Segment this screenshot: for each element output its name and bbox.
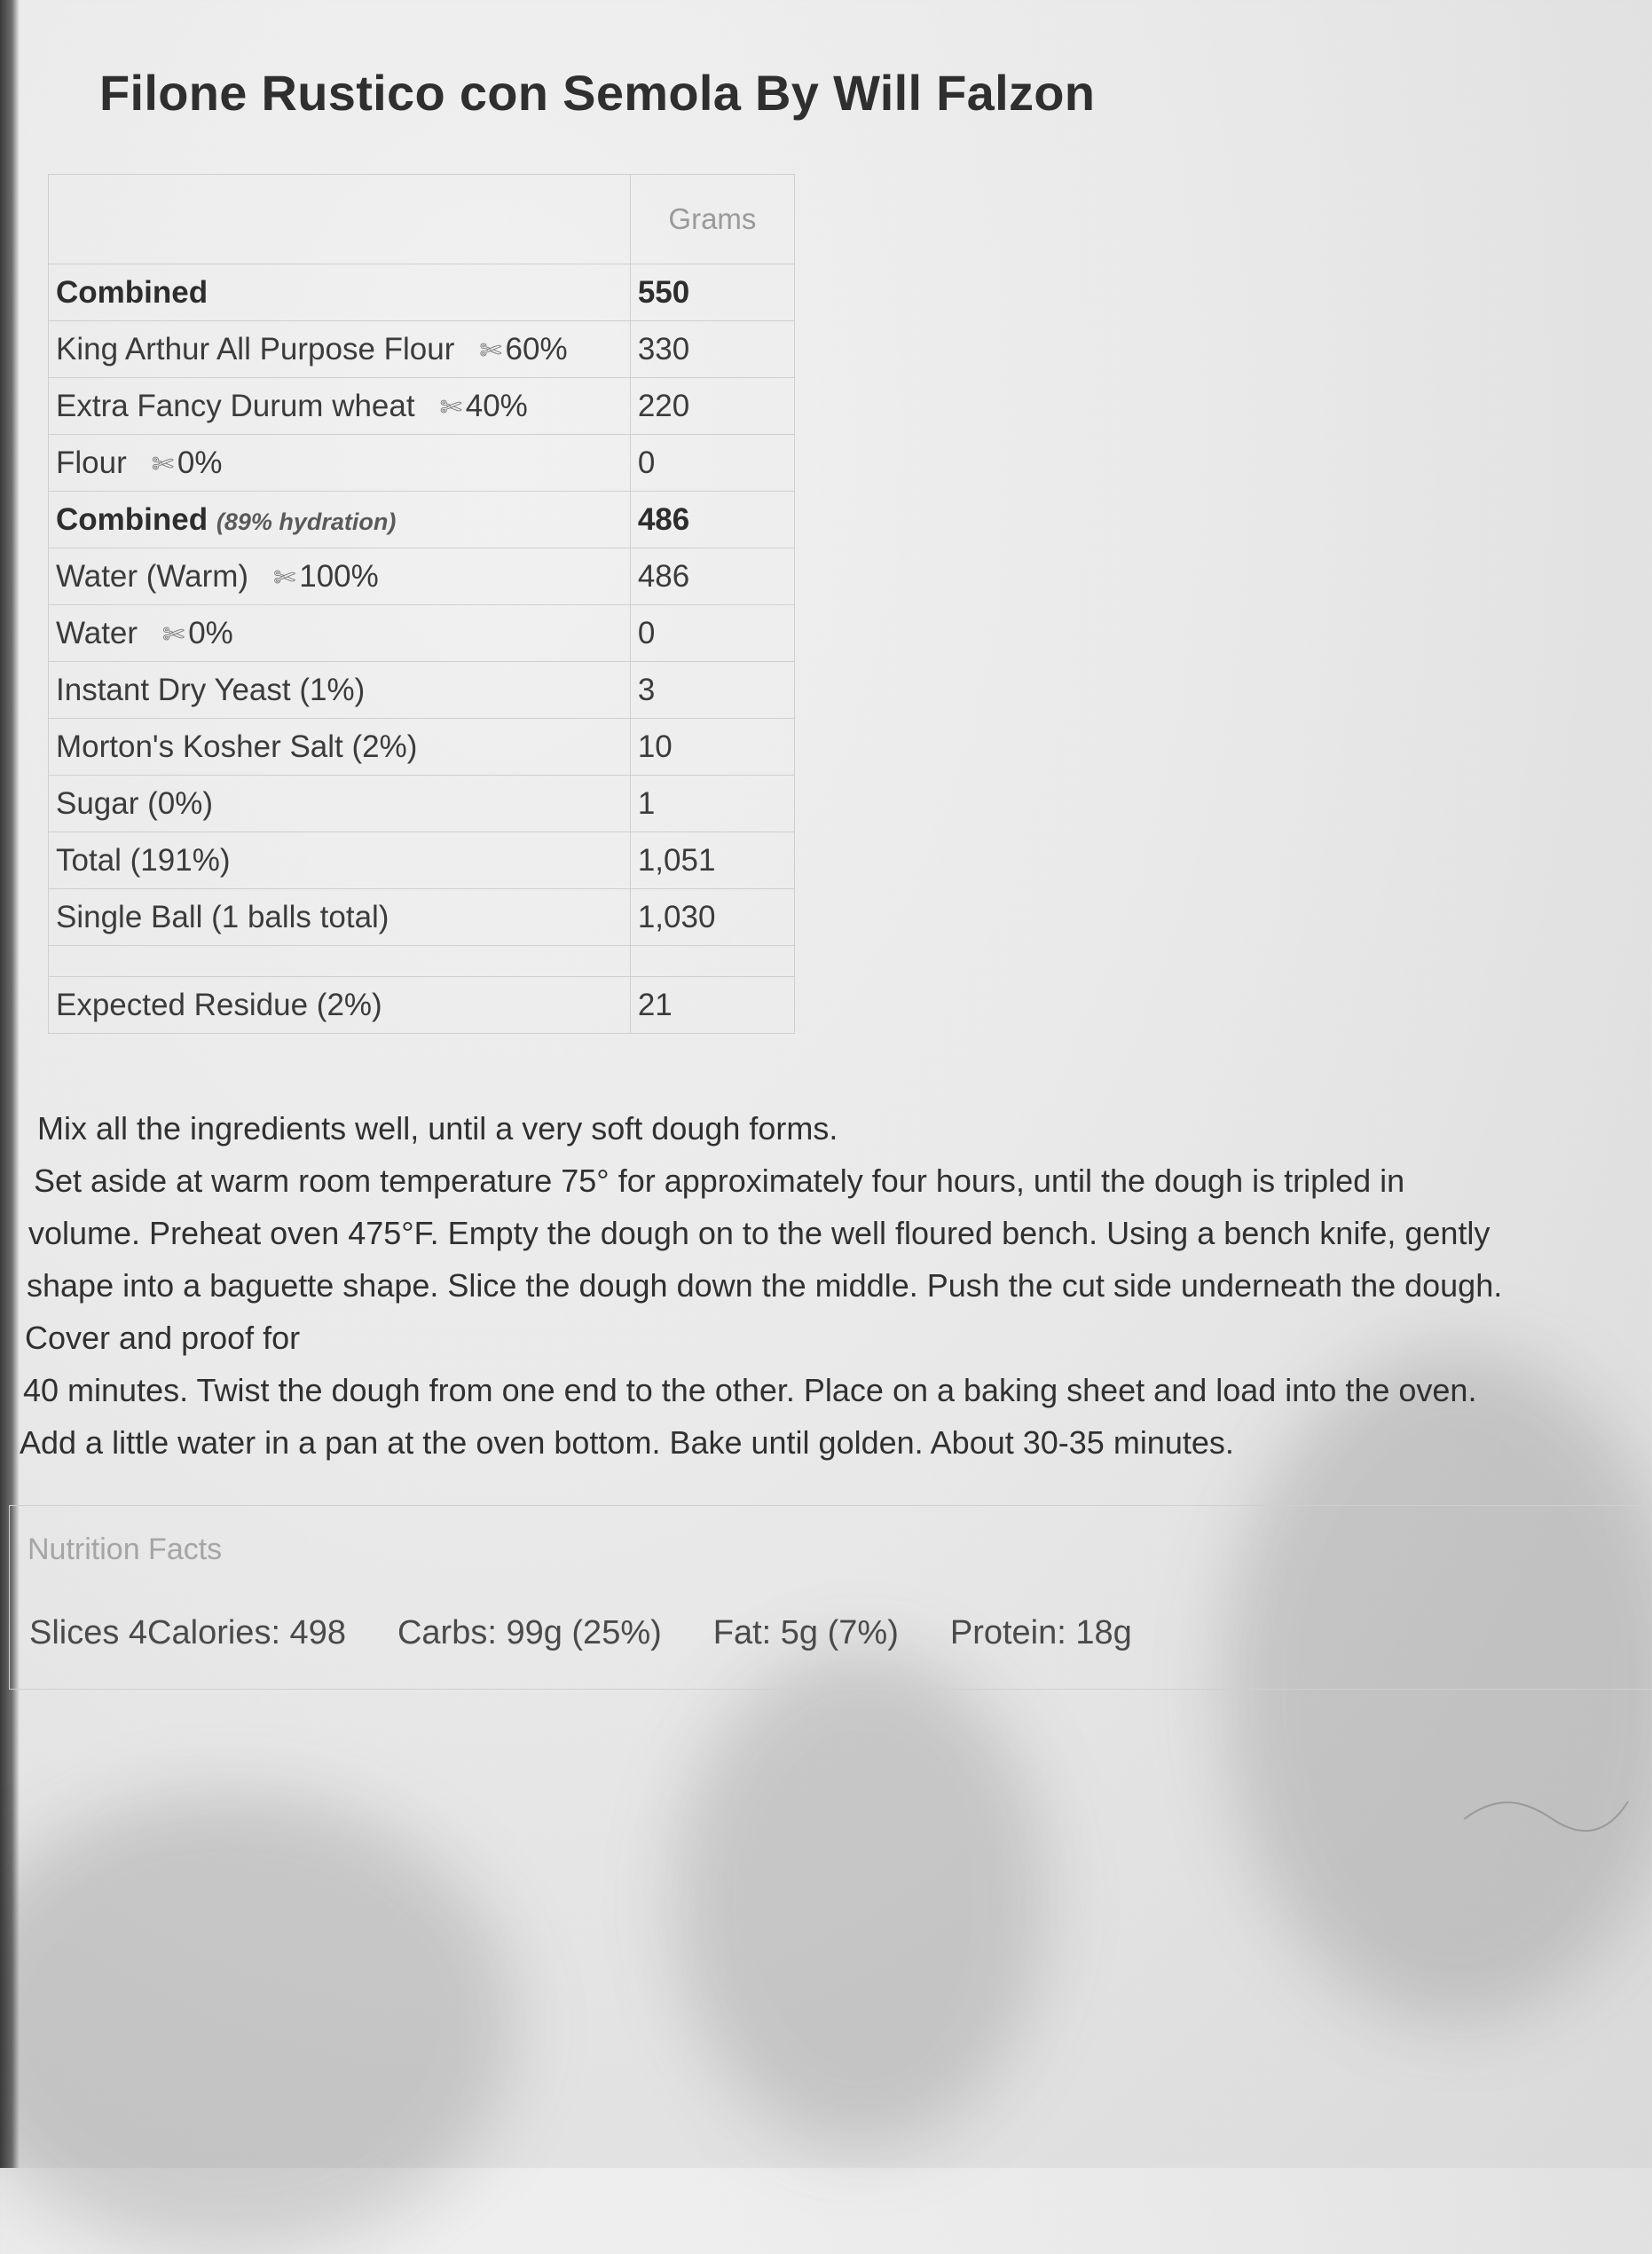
ingredients-table [48,174,795,1034]
ingredient-name-cell [49,378,631,435]
ingredient-grams: 0 [630,605,794,662]
ingredient-percentage: 0% [188,615,233,650]
instruction-line: Add a little water in a pan at the oven bottom. Bake until golden. About 30-35 minutes. [20,1424,1234,1461]
carbs-value: Carbs: 99g (25%) [397,1614,662,1651]
table-row [49,321,795,378]
ingredient-grams: 330 [630,321,794,378]
ingredient-grams: 10 [630,719,794,776]
nutrition-values [29,1614,1132,1652]
ingredient-name: Water [56,615,138,650]
percentage-group [273,559,379,594]
ingredient-name: Combined [56,274,208,310]
ingredient-percentage: 40% [465,388,528,423]
ingredient-name: Instant Dry Yeast (1%) [56,672,366,707]
ingredient-grams: 1,051 [630,832,794,889]
ingredient-name: Total (191%) [56,842,231,878]
ingredient-name-cell [49,832,631,889]
percentage-group [479,332,567,366]
residue-name: Expected Residue (2%) [49,977,631,1034]
table-row [49,435,795,492]
ingredient-grams: 3 [630,662,794,719]
ingredient-name-cell [49,889,631,946]
instruction-line: volume. Preheat oven 475°F. Empty the dough on to the well floured bench. Using a bench knife, gently [28,1215,1491,1251]
ingredient-name-cell [49,662,631,719]
ingredient-name-cell [49,605,631,662]
grams-column-header: Grams [630,175,794,264]
ingredient-percentage: 0% [177,445,223,480]
table-row [49,719,795,776]
ingredient-grams: 486 [630,548,794,605]
scissors-icon[interactable]: ✄ [439,392,462,422]
scissors-icon[interactable]: ✄ [162,619,185,650]
ingredient-percentage: 60% [505,331,568,366]
fat-value: Fat: 5g (7%) [712,1614,899,1651]
document-title: Filone Rustico con Semola By Will Falzon [99,65,1096,121]
ingredients-rows [49,264,795,946]
table-row [49,378,795,435]
table-row [49,492,795,548]
residue-row [49,977,795,1034]
ingredient-name-cell [49,492,631,548]
ingredient-name: Extra Fancy Durum wheat [56,388,415,423]
ingredient-percentage: 100% [299,558,379,594]
ingredient-grams: 1,030 [630,889,794,946]
table-row [49,832,795,889]
ingredient-grams: 486 [630,492,794,548]
table-row [49,605,795,662]
slices-calories: Slices 4Calories: 498 [29,1614,346,1651]
instruction-line: 40 minutes. Twist the dough from one end to the other. Place on a baking sheet and load into the oven. [23,1372,1477,1408]
protein-value: Protein: 18g [949,1614,1132,1651]
ingredient-name: Flour [56,445,127,480]
percentage-group [152,445,223,480]
ingredient-name-cell [49,776,631,832]
ingredient-name-cell [49,548,631,605]
page-edge-shadow [0,0,20,2168]
stray-hair [1455,1784,1632,1855]
ingredient-grams: 0 [630,435,794,492]
spacer-row [49,946,795,977]
nutrition-facts-box [9,1505,1652,1690]
table-row [49,264,795,321]
residue-value: 21 [630,977,794,1034]
ingredient-grams: 1 [630,776,794,832]
ingredient-name-cell [49,435,631,492]
percentage-group [440,389,528,423]
table-row [49,776,795,832]
ingredient-name: Sugar (0%) [56,785,214,821]
instructions [20,1102,1634,1469]
ingredient-name-cell [49,264,631,321]
spacer-cell [630,946,794,977]
nutrition-title: Nutrition Facts [28,1533,223,1566]
instruction-line: Set aside at warm room temperature 75° for approximately four hours, until the dough is tripled in [34,1162,1405,1199]
ingredient-grams: 550 [630,264,794,321]
header-blank-cell [49,175,631,264]
shadow-blob-bottom-left [0,1793,515,2254]
table-row [49,662,795,719]
scissors-icon[interactable]: ✄ [273,563,296,593]
instruction-line: Mix all the ingredients well, until a very soft dough forms. [37,1110,838,1147]
ingredient-grams: 220 [630,378,794,435]
ingredient-name: Combined [56,501,208,537]
table-row [49,548,795,605]
table-row [49,889,795,946]
percentage-group [162,616,233,650]
ingredient-name-cell [49,321,631,378]
ingredient-name: Morton's Kosher Salt (2%) [56,729,418,764]
shadow-blob-bottom-mid [674,1651,1047,2148]
scissors-icon[interactable]: ✄ [479,335,502,366]
scissors-icon[interactable]: ✄ [151,449,174,479]
instruction-line: Cover and proof for [25,1320,301,1356]
hydration-note: (89% hydration) [216,508,397,535]
table-header-row [49,175,795,264]
instruction-line: shape into a baguette shape. Slice the dough down the middle. Push the cut side underneath the dough. [27,1267,1503,1304]
ingredient-name: King Arthur All Purpose Flour [56,331,455,366]
ingredient-name-cell [49,719,631,776]
spacer-cell [49,946,631,977]
ingredient-name: Single Ball (1 balls total) [56,899,389,934]
ingredient-name: Water (Warm) [56,558,249,594]
